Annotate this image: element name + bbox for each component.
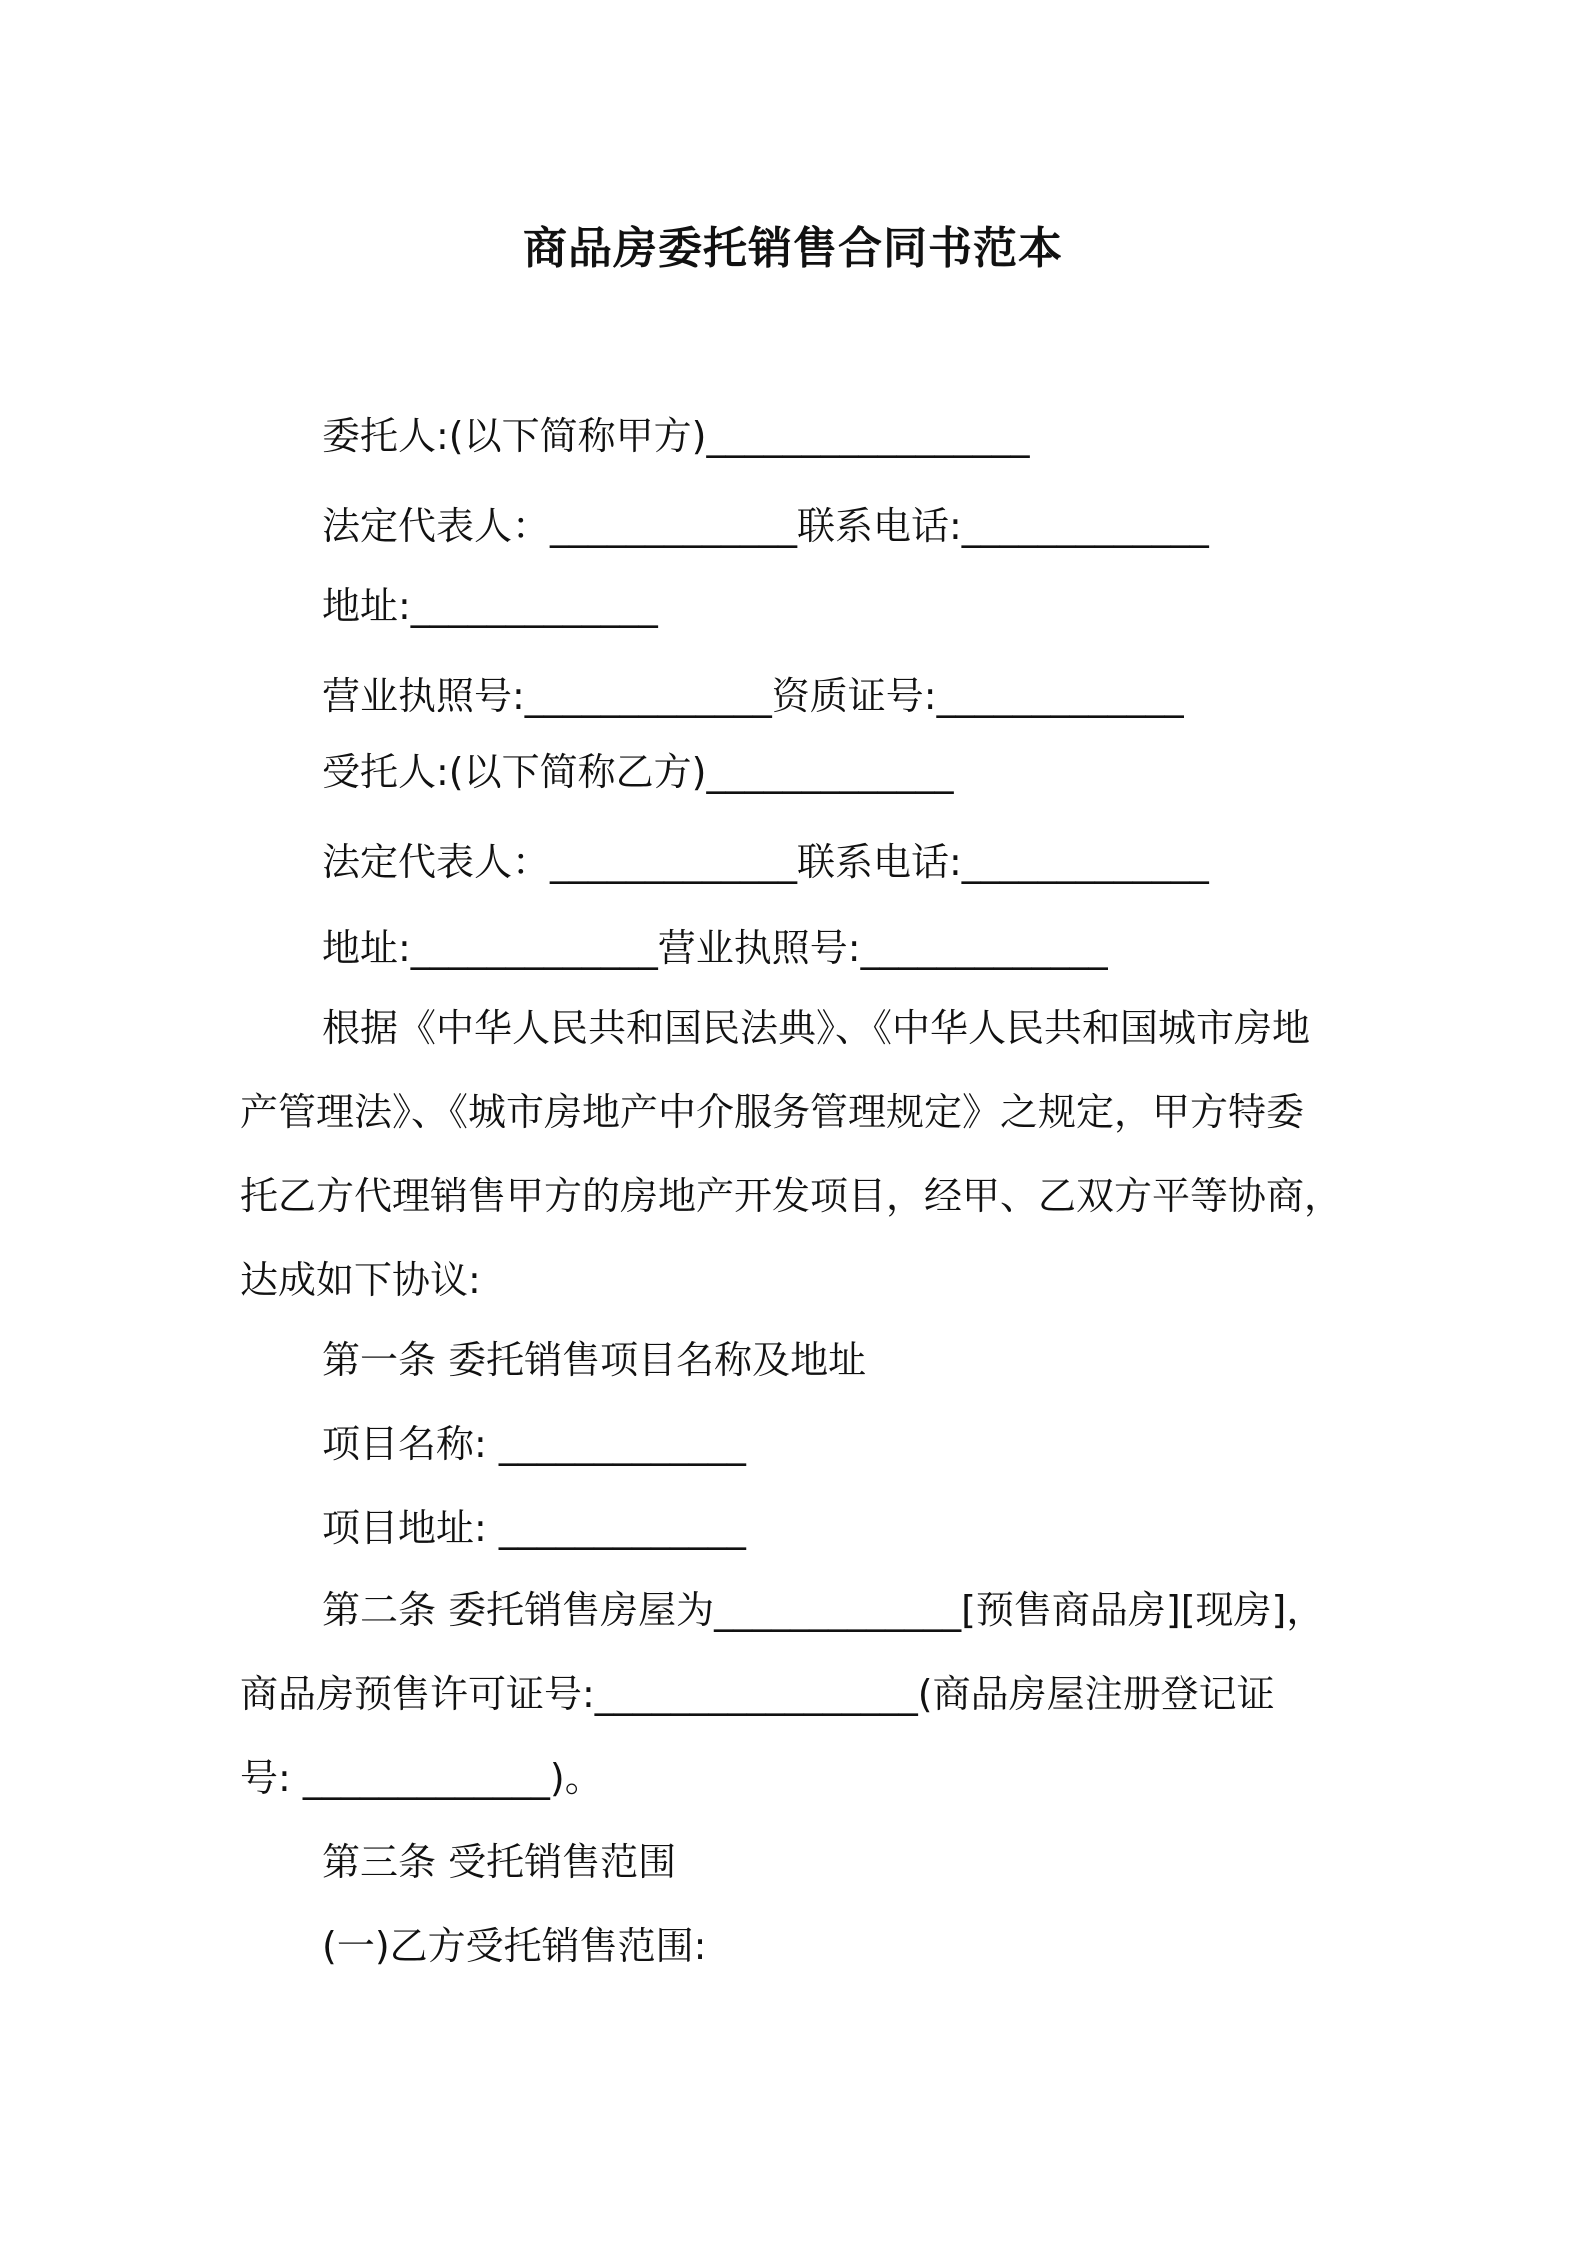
article-3-heading: 第三条 受托销售范围	[322, 1840, 677, 1884]
agent-address-line: 地址:_____________营业执照号:_____________	[322, 926, 1108, 970]
document-title: 商品房委托销售合同书范本	[523, 223, 1063, 274]
article-3-sub-1: (一)乙方受托销售范围:	[322, 1924, 707, 1968]
intro-row-2: 产管理法》、《城市房地产中介服务管理规定》之规定，甲方特委	[240, 1090, 1305, 1134]
project-name-line: 项目名称: _____________	[322, 1422, 746, 1466]
agent-representative-line: 法定代表人：_____________联系电话:_____________	[322, 840, 1209, 884]
article-2-row-1-text: 第二条 委托销售房屋为_____________[预售商品房][现房]，	[322, 1588, 1325, 1632]
agent-line: 受托人:(以下简称乙方)_____________	[322, 750, 954, 794]
intro-paragraph	[240, 986, 1360, 1322]
principal-address-line: 地址:_____________	[322, 584, 658, 628]
intro-row-3: 托乙方代理销售甲方的房地产开发项目，经甲、乙双方平等协商，	[240, 1174, 1343, 1218]
intro-row-4: 达成如下协议:	[240, 1258, 481, 1302]
project-address-line: 项目地址: _____________	[322, 1506, 746, 1550]
article-1-heading: 第一条 委托销售项目名称及地址	[322, 1338, 867, 1382]
principal-representative-line: 法定代表人：_____________联系电话:_____________	[322, 504, 1209, 548]
article-2-paragraph	[240, 1568, 1360, 1820]
article-2-row-1	[240, 1568, 1360, 1652]
intro-row-1-text: 根据《中华人民共和国民法典》、《中华人民共和国城市房地	[322, 1006, 1311, 1050]
article-2-row-3: 号: _____________)。	[240, 1756, 603, 1800]
principal-license-line: 营业执照号:_____________资质证号:_____________	[322, 674, 1184, 718]
intro-row-1	[240, 986, 1360, 1070]
article-2-row-2: 商品房预售许可证号:_________________(商品房屋注册登记证	[240, 1672, 1275, 1716]
principal-line: 委托人:(以下简称甲方)_________________	[322, 414, 1030, 458]
